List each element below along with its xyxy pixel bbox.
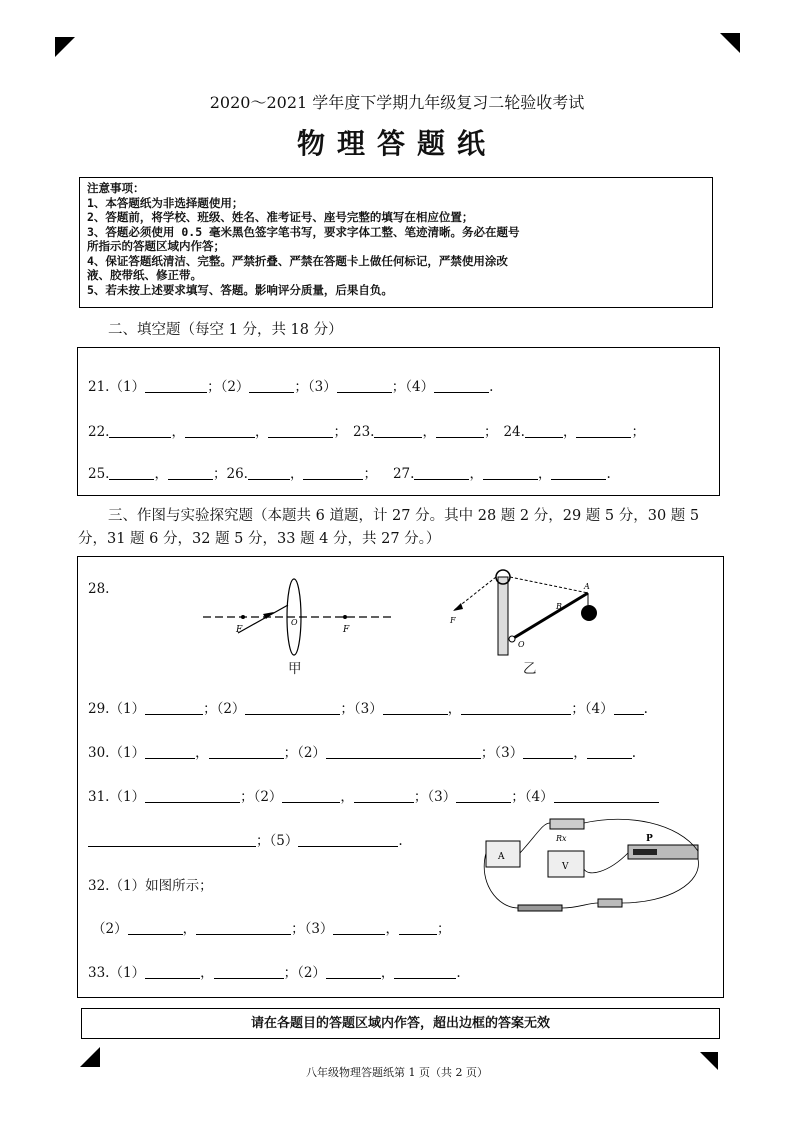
q33-sep: ，	[380, 965, 395, 981]
q33-part-label: ；（2）	[283, 965, 326, 981]
q24-sep: ，	[562, 424, 577, 440]
q32-part-label: ；（3）	[291, 921, 334, 937]
q33-part-label: （1）	[109, 965, 146, 981]
q30-part-label: （1）	[109, 745, 146, 761]
q26-end: ；	[363, 466, 377, 482]
figure-b-caption: 乙	[523, 661, 537, 677]
q31-blank-7[interactable]	[298, 832, 398, 847]
q30-part-label: ；（2）	[283, 745, 326, 761]
sheet-title: 物理答题纸	[296, 127, 497, 160]
q21-blank-4[interactable]	[434, 378, 489, 393]
q22-sep: ，	[254, 424, 269, 440]
q29-end: .	[643, 701, 648, 717]
corner-mark-top-right	[720, 33, 740, 53]
q31-blank-6[interactable]	[88, 832, 256, 847]
notice-item: 5、若未按上述要求填写、答题。影响评分质量，后果自负。	[87, 282, 393, 297]
q30-blank-4[interactable]	[523, 744, 573, 759]
q33-end: .	[456, 965, 461, 981]
q22-number: 22.	[88, 424, 110, 440]
q31-part-label: ；（5）	[256, 833, 299, 849]
notice-item: 所指示的答题区域内作答；	[87, 239, 225, 253]
support-pole	[498, 577, 508, 655]
ammeter-label: A	[498, 852, 505, 862]
q24-blank-2[interactable]	[576, 423, 631, 438]
q24-number: 24.	[503, 424, 525, 440]
q29-blank-2[interactable]	[245, 700, 340, 715]
q21-number: 21.	[88, 379, 110, 395]
q31-part-label: ；（2）	[240, 789, 283, 805]
exam-title: 2020～2021 学年度下学期九年级复习二轮验收考试	[209, 93, 585, 112]
q33-number: 33.	[88, 965, 110, 981]
q32-line	[88, 874, 213, 894]
q25-number: 25.	[88, 466, 110, 482]
wire	[520, 823, 550, 853]
q23-number: 23.	[352, 424, 375, 440]
notice-heading: 注意事项：	[87, 181, 145, 195]
q21-part-label: （1）	[109, 379, 146, 395]
q32-part1-text: （1）如图所示；	[109, 878, 213, 894]
q27-blank-2[interactable]	[483, 465, 538, 480]
q30-sep: ，	[195, 745, 209, 761]
resistor-rx	[550, 819, 584, 829]
q21-part-label: ；（2）	[207, 379, 250, 395]
switch	[598, 899, 622, 907]
q21-part-label: ；（4）	[391, 379, 435, 395]
answer-area-warning: 请在各题目的答题区域内作答，超出边框的答案无效	[81, 1008, 720, 1039]
q31-blank-2[interactable]	[282, 788, 340, 803]
section3-heading: 三、作图与实验探究题（本题共 6 道题，计 27 分。其中 28 题 2 分，29 题 5 分，30 题 5 分，31 题 6 分，32 题 5 分，33 题 4 分，共 27 分。）	[78, 508, 700, 547]
q21-blank-1[interactable]	[145, 378, 207, 393]
q31-sep: ，	[340, 789, 354, 805]
q25-blank-1[interactable]	[109, 465, 154, 480]
q32-line-2	[92, 917, 450, 937]
q33-blank-2[interactable]	[214, 964, 284, 979]
point-b-label: B	[556, 602, 562, 611]
q23-end: ；	[483, 424, 498, 440]
q31-blank-1[interactable]	[145, 788, 240, 803]
q31-number: 31.	[88, 789, 110, 805]
q30-number: 30.	[88, 745, 110, 761]
q30-end: .	[631, 745, 637, 761]
rx-label: Rx	[556, 834, 567, 843]
q32-part-label: （2）	[92, 921, 128, 937]
figure-a-caption: 甲	[288, 661, 302, 677]
q29-part-label: （1）	[109, 701, 146, 717]
q21-blank-3[interactable]	[337, 378, 392, 393]
q29-part-label: ；（3）	[340, 701, 383, 717]
force-arrow-icon	[453, 603, 463, 611]
weight-ball	[581, 605, 597, 621]
q29-part-label: ；（2）	[203, 701, 246, 717]
force-f-label: F	[450, 616, 456, 625]
focus-right	[343, 615, 347, 619]
q31-part-label: （1）	[109, 789, 146, 805]
q32-blank-1[interactable]	[128, 920, 183, 935]
wire	[622, 859, 698, 903]
q24-end: ；	[631, 424, 645, 440]
q22-blank-2[interactable]	[185, 423, 255, 438]
rheostat-coil	[633, 849, 657, 855]
q33-blank-1[interactable]	[145, 964, 200, 979]
q25-end: ；	[212, 466, 227, 482]
point-o-label: O	[518, 640, 525, 649]
q22-sep: ，	[171, 424, 185, 440]
q31-end: .	[398, 833, 403, 849]
q33-line	[88, 961, 461, 981]
q27-sep: ，	[469, 466, 483, 482]
corner-mark-top-left	[55, 37, 75, 57]
q29-blank-4[interactable]	[461, 700, 571, 715]
q25-27-line	[88, 462, 611, 482]
q32-blank-4[interactable]	[399, 920, 437, 935]
q22-24-line	[88, 420, 645, 440]
notice-item: 4、保证答题纸清洁、完整。严禁折叠、严禁在答题卡上做任何标记，严禁使用涂改	[87, 253, 508, 268]
q30-blank-5[interactable]	[587, 744, 632, 759]
notice-item: 3、答题必须使用 0.5 毫米黑色签字笔书写，要求字体工整、笔迹清晰。务必在题号	[87, 224, 520, 239]
q26-number: 26.	[226, 466, 248, 482]
lever-arm	[512, 593, 588, 639]
q32-blank-3[interactable]	[333, 920, 385, 935]
section3-answer-box	[77, 556, 724, 998]
q31-blank-4[interactable]	[456, 788, 511, 803]
q32-sep: ，	[385, 921, 399, 937]
q21-end: .	[489, 379, 494, 395]
q33-sep: ，	[200, 965, 214, 981]
q25-sep: ，	[154, 466, 168, 482]
q22-blank-1[interactable]	[109, 423, 171, 438]
q32-blank-2[interactable]	[196, 920, 291, 935]
q29-part-label: ；（4）	[571, 701, 614, 717]
q30-blank-2[interactable]	[209, 744, 284, 759]
incident-ray	[238, 605, 288, 633]
q31-part-label: ；（4）	[511, 789, 554, 805]
notice-item: 液、胶带纸、修正带。	[87, 268, 202, 282]
lever-diagram	[448, 563, 618, 663]
q33-blank-3[interactable]	[326, 964, 381, 979]
q29-blank-3[interactable]	[383, 700, 448, 715]
q22-end: ；	[333, 424, 347, 440]
q30-sep: ，	[573, 745, 587, 761]
q23-blank-2[interactable]	[436, 423, 484, 438]
q30-blank-1[interactable]	[145, 744, 195, 759]
q33-blank-4[interactable]	[394, 964, 456, 979]
section2-heading: 二、填空题（每空 1 分，共 18 分）	[108, 322, 343, 338]
q24-blank-1[interactable]	[525, 423, 563, 438]
q21-blank-2[interactable]	[249, 378, 294, 393]
q29-blank-1[interactable]	[145, 700, 203, 715]
q28-number: 28.	[88, 581, 110, 597]
q27-blank-1[interactable]	[414, 465, 469, 480]
q29-line	[88, 697, 648, 717]
rope-right	[510, 577, 588, 593]
q23-blank-1[interactable]	[374, 423, 422, 438]
notice-item: 1、本答题纸为非选择题使用；	[87, 195, 244, 210]
notice-item: 2、答题前，将学校、班级、姓名、准考证号、座号完整的填写在相应位置；	[87, 210, 474, 224]
q21-line	[88, 375, 493, 395]
wire	[562, 903, 598, 908]
q22-blank-3[interactable]	[268, 423, 333, 438]
q27-sep: ，	[537, 466, 552, 482]
battery	[518, 905, 562, 911]
wire	[584, 853, 628, 873]
q30-line	[88, 741, 636, 761]
page-number-footer: 八年级物理答题纸第 1 页（共 2 页）	[306, 1066, 488, 1079]
q31-line	[88, 785, 659, 805]
q31-part-label: ；（3）	[413, 789, 457, 805]
q23-sep: ，	[422, 424, 436, 440]
focus-left	[241, 615, 245, 619]
q31-blank-5[interactable]	[554, 788, 659, 803]
voltmeter-label: V	[562, 862, 569, 872]
point-a-label: A	[584, 582, 590, 591]
q31-line-2	[88, 829, 403, 849]
q26-blank-1[interactable]	[248, 465, 290, 480]
q32-end: ；	[436, 921, 451, 937]
circuit-diagram	[478, 813, 708, 923]
q29-number: 29.	[88, 701, 110, 717]
q26-sep: ，	[289, 466, 304, 482]
optical-center-label: O	[291, 618, 298, 627]
q32-sep: ，	[182, 921, 197, 937]
slider-p-label: P	[646, 834, 653, 844]
q30-part-label: ；（3）	[480, 745, 524, 761]
q30-blank-3[interactable]	[326, 744, 481, 759]
q29-blank-5[interactable]	[614, 700, 644, 715]
q27-number: 27.	[392, 466, 415, 482]
q32-number: 32.	[88, 878, 110, 894]
q25-blank-2[interactable]	[168, 465, 213, 480]
q27-blank-3[interactable]	[551, 465, 606, 480]
q26-blank-2[interactable]	[303, 465, 363, 480]
pivot	[509, 636, 515, 642]
section2-answer-box	[77, 347, 720, 496]
focus-label-left: F	[236, 625, 243, 635]
notice-box	[79, 177, 713, 308]
q21-part-label: ；（3）	[294, 379, 337, 395]
focus-label-right: F	[343, 625, 350, 635]
q31-blank-3[interactable]	[354, 788, 414, 803]
q27-end: .	[606, 466, 611, 482]
q29-sep: ，	[447, 701, 462, 717]
